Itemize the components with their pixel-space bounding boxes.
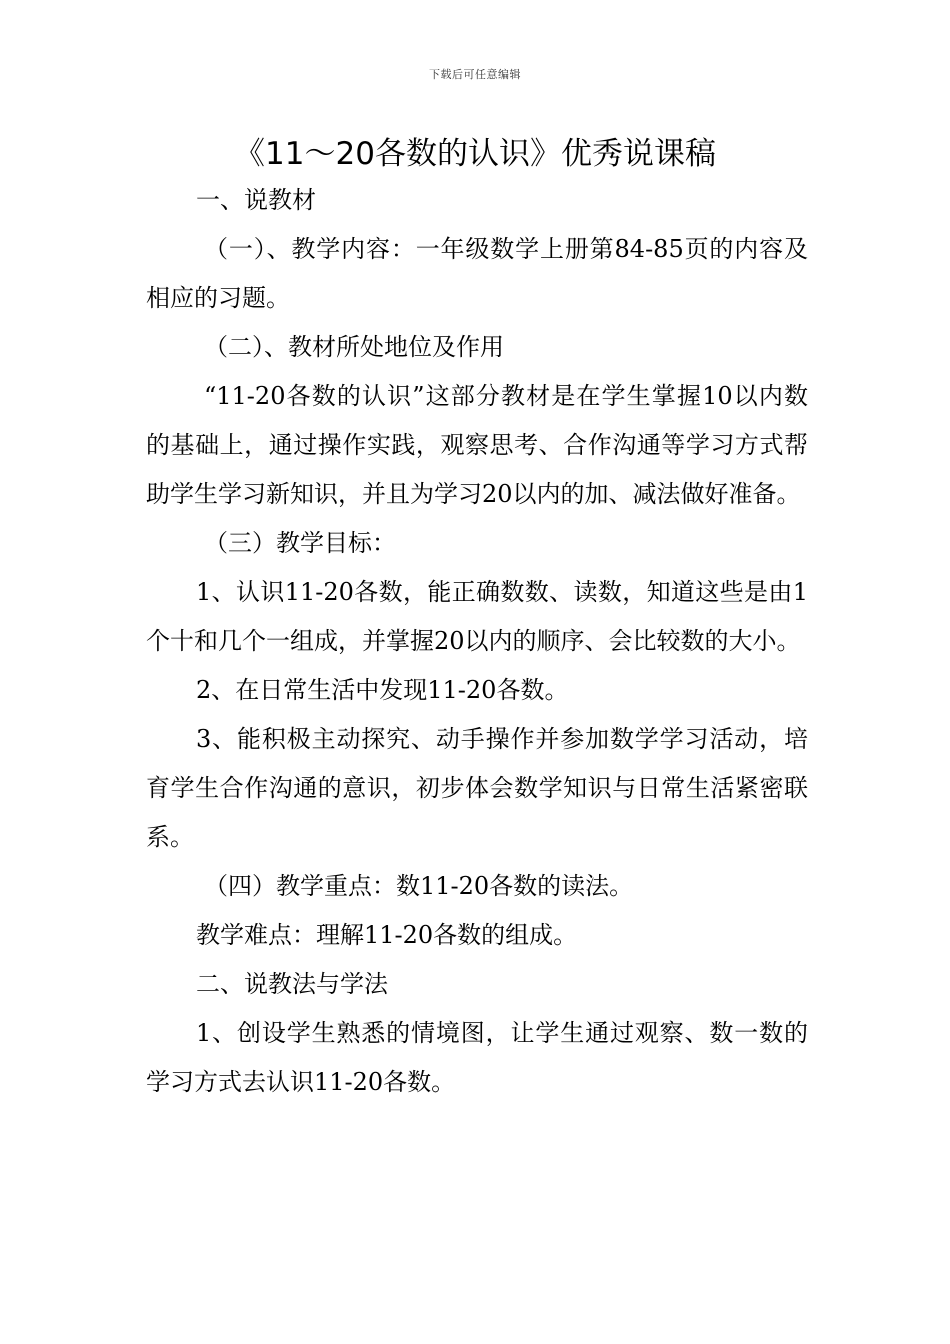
paragraph-teaching-key-point: （四）教学重点：数11-20各数的读法。 — [204, 872, 634, 900]
paragraph-teaching-content: （一）、教学内容：一年级数学上册第84-85页的内容及相应的习题。 — [146, 235, 808, 312]
section-heading-methods: 二、说教法与学法 — [196, 970, 388, 998]
header-note: 下载后可任意编辑 — [429, 68, 521, 81]
document-title: 《11～20各数的认识》优秀说课稿 — [234, 136, 716, 172]
paragraph-material-role: “11-20各数的认识”这部分教材是在学生掌握10以内数的基础上，通过操作实践，观察思考、合作沟通等学习方式帮助学生学习新知识，并且为学习20以内的加、减法做好准备。 — [146, 382, 808, 508]
subheading-teaching-goals: （三）教学目标： — [204, 529, 396, 557]
paragraph-teaching-difficulty: 教学难点：理解11-20各数的组成。 — [196, 921, 578, 949]
subheading-material-position: （二）、教材所处地位及作用 — [204, 333, 504, 361]
method-item-1: 1、创设学生熟悉的情境图，让学生通过观察、数一数的学习方式去认识11-20各数。 — [146, 1019, 808, 1096]
document-body — [146, 176, 808, 1107]
section-heading-teaching-material: 一、说教材 — [196, 186, 316, 214]
goal-item-2: 2、在日常生活中发现11-20各数。 — [196, 676, 569, 704]
goal-item-3: 3、能积极主动探究、动手操作并参加数学学习活动，培育学生合作沟通的意识，初步体会数学知识与日常生活紧密联系。 — [146, 725, 808, 851]
goal-item-1: 1、认识11-20各数，能正确数数、读数，知道这些是由1个十和几个一组成，并掌握20以内的顺序、会比较数的大小。 — [146, 578, 808, 655]
